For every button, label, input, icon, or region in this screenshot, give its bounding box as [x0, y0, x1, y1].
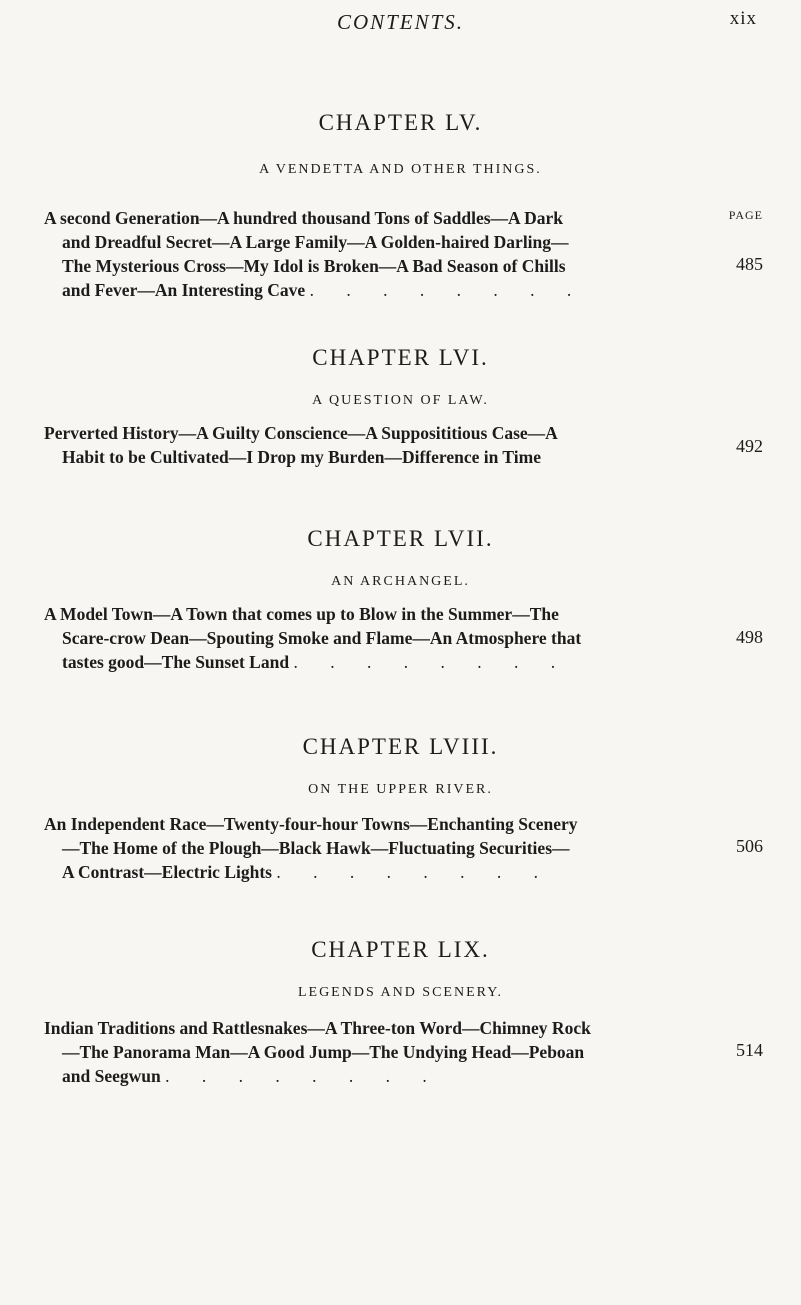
page-number: xix: [729, 8, 757, 29]
chapter-title: CHAPTER LV.: [318, 110, 483, 135]
chapter-subtitle: A VENDETTA AND OTHER THINGS.: [259, 162, 542, 177]
summary-line: —The Home of the Plough—Black Hawk—Fluctuating Securities—: [62, 838, 570, 858]
chapter-title: CHAPTER LVI.: [312, 345, 489, 370]
chapter-heading-lv: [0, 110, 801, 178]
dot-leader: . . . . . . . .: [165, 1066, 441, 1086]
page-reference: 492: [736, 436, 763, 456]
dot-leader: . . . . . . . .: [293, 652, 570, 672]
chapter-title: CHAPTER LVII.: [307, 526, 494, 551]
chapter-heading-lix: [0, 937, 801, 1001]
chapter-summary-lvi: [44, 421, 704, 469]
dot-leader: . . . . . . . .: [276, 862, 552, 882]
running-head: CONTENTS.: [336, 10, 465, 34]
chapter-subtitle: LEGENDS AND SCENERY.: [297, 985, 504, 1000]
chapter-subtitle: ON THE UPPER RIVER.: [308, 782, 493, 797]
page-reference: 485: [736, 254, 763, 274]
chapter-heading-lvii: [0, 526, 801, 590]
page-reference: 506: [736, 836, 763, 856]
chapter-subtitle: AN ARCHANGEL.: [331, 574, 470, 589]
summary-line: An Independent Race—Twenty-four-hour Towns—Enchanting Scenery: [44, 814, 578, 834]
summary-line: Perverted History—A Guilty Conscience—A Supposititious Case—A: [44, 423, 558, 443]
chapter-heading-lviii: [0, 734, 801, 798]
page-column-label: PAGE: [728, 208, 763, 222]
summary-line: and Fever—An Interesting Cave: [62, 280, 306, 300]
chapter-summary-lvii: [44, 602, 704, 674]
page-reference: 514: [736, 1040, 763, 1060]
dot-leader: . . . . . . . .: [309, 280, 586, 300]
summary-line: The Mysterious Cross—My Idol is Broken—A Bad Season of Chills: [62, 256, 566, 276]
summary-line: tastes good—The Sunset Land: [62, 652, 290, 672]
summary-line: —The Panorama Man—A Good Jump—The Undying Head—Peboan: [62, 1042, 585, 1062]
chapter-title: CHAPTER LIX.: [311, 937, 490, 962]
summary-line: A Contrast—Electric Lights: [62, 862, 272, 882]
chapter-heading-lvi: [0, 345, 801, 409]
chapter-subtitle: A QUESTION OF LAW.: [312, 393, 489, 408]
summary-line: Indian Traditions and Rattlesnakes—A Three-ton Word—Chimney Rock: [44, 1018, 591, 1038]
chapter-summary-lviii: [44, 812, 704, 884]
chapter-title: CHAPTER LVIII.: [302, 734, 499, 759]
page-reference: 498: [736, 627, 763, 647]
chapter-summary-lix: [44, 1016, 704, 1088]
summary-line: Scare-crow Dean—Spouting Smoke and Flame—An Atmosphere that: [62, 628, 582, 648]
summary-line: and Dreadful Secret—A Large Family—A Golden-haired Darling—: [62, 232, 569, 252]
summary-line: and Seegwun: [62, 1066, 161, 1086]
chapter-summary-lv: [44, 206, 704, 302]
summary-line: A Model Town—A Town that comes up to Blow in the Summer—The: [44, 604, 559, 624]
summary-line: A second Generation—A hundred thousand Tons of Saddles—A Dark: [44, 208, 563, 228]
summary-line: Habit to be Cultivated—I Drop my Burden—Difference in Time: [62, 447, 541, 467]
